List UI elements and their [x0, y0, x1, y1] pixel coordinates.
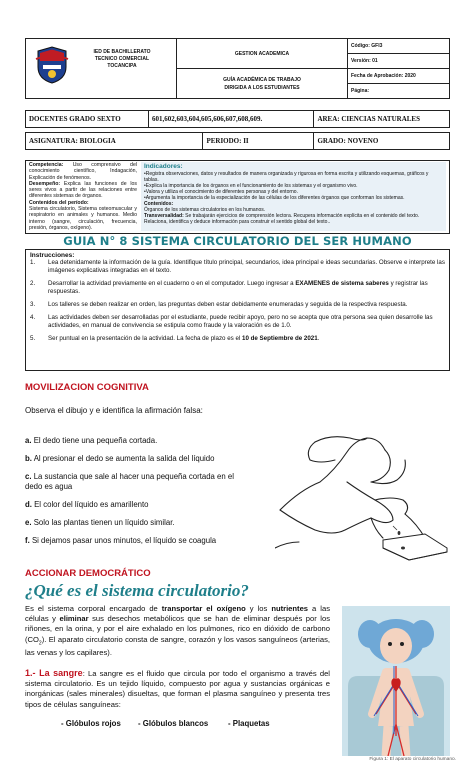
instruction-number: 1.: [30, 259, 36, 267]
page-cell: [348, 84, 450, 99]
transversal-text: Se trabajarán ejercicios de comprensión lectora. Recupera información explícita en el contenido del texto. Relaciona, identifica y deduce información para construir el sentido global del texto..: [144, 213, 420, 225]
contenidos-periodo-text: Sistema circulatorio, Sistema osteomuscular y respiratorio en animales y humanos. Medio interno (sangre, circulación, frecuencia, presión, órganos, oxígeno).: [29, 206, 137, 231]
option-text: Si dejamos pasar unos minutos, el líquido se coagula: [31, 536, 217, 545]
co2-subscript: 2: [38, 640, 42, 647]
competencia-label: Competencia:: [29, 162, 64, 168]
option-letter: f.: [25, 536, 30, 545]
area-label: AREA: CIENCIAS NATURALES: [317, 115, 420, 123]
option-b: [25, 454, 275, 464]
option-a: [25, 436, 275, 446]
paragraph-bold: eliminar: [59, 614, 89, 624]
page-label: Página:: [351, 88, 370, 94]
competence-column: [29, 162, 137, 231]
approval-cell: [348, 69, 450, 84]
doc-title-cell: [177, 69, 348, 99]
paragraph-text: Es el sistema corporal encargado de: [25, 604, 162, 613]
contenidos-label: Contenidos:: [144, 201, 174, 207]
option-letter: e.: [25, 518, 32, 527]
sangre-label: 1.- La sangre: [25, 668, 83, 678]
option-text: Solo las plantas tienen un líquido similar.: [33, 518, 175, 527]
groups-cell: [149, 111, 314, 128]
mobilization-title: MOVILIZACION COGNITIVA: [25, 382, 149, 393]
option-text: La sustancia que sale al hacer una pequeña cortada en el dedo es agua: [25, 472, 234, 491]
contenidos-periodo-label: Contenidos del período:: [29, 199, 89, 206]
paragraph-text: y los: [245, 604, 272, 613]
school-name-line2: TECNICO COMERCIAL: [94, 56, 150, 62]
guide-title: GUIA N° 8 SISTEMA CIRCULATORIO DEL SER HUMANO: [63, 234, 412, 248]
instruction-item: [30, 301, 445, 308]
paragraph-bold: transportar el oxígeno: [161, 604, 246, 613]
sangre-paragraph: [25, 668, 330, 710]
doc-version: Versión: 01: [351, 58, 378, 64]
teachers-label: DOCENTES GRADO SEXTO: [29, 115, 121, 123]
instruction-text: Las actividades deben ser desarrolladas por el estudiante, puede recibir apoyo, pero no se acepta que otra persona sea quien desarrolle las actividades, en manual de convivencia se estipula como fraude y la valoración es de 1.0.: [48, 314, 433, 329]
option-f: [25, 536, 275, 546]
period-cell: [203, 133, 314, 150]
paragraph-text: sus desechos metabólicos que se han de eliminar después por los riñones, en la orina, y por el aire exhalado en los pulmones, rico en dióxido de carbono (CO: [25, 614, 330, 644]
option-text: El color del líquido es amarillento: [34, 500, 149, 509]
examenes-link-text: EXAMENES de sistema saberes: [295, 280, 389, 288]
indicator-item: •Valora y utiliza el conocimiento de diferentes personas y del entorno.: [144, 189, 298, 195]
indicator-item: •Registra observaciones, datos y resultados de manera organizada y rigurosa en forma escrita y utilizando esquemas, gráficos y tablas.: [144, 171, 429, 183]
mobilization-prompt: Observa el dibujo y e identifica la afirmación falsa:: [25, 406, 203, 415]
transversal-label: Transversalidad:: [144, 213, 184, 219]
option-text: Al presionar el dedo se aumenta la salida del líquido: [33, 454, 215, 463]
school-name-line3: TOCANCIPA: [107, 63, 137, 69]
subject-cell: [26, 133, 203, 150]
instruction-number: 5.: [30, 335, 36, 343]
option-text: El dedo tiene una pequeña cortada.: [33, 436, 158, 445]
instruction-text: [48, 280, 445, 295]
paragraph-text: ). El aparato circulatorio consta de sangre, corazón y los vasos sanguíneos (arterias, las venas y los capilares).: [25, 634, 330, 658]
instruction-item: [30, 314, 445, 329]
option-letter: b.: [25, 454, 32, 463]
subject-label: ASIGNATURA: BIOLOGIA: [29, 137, 116, 145]
circulatory-paragraph: [25, 604, 330, 659]
contenidos-text: Órganos de los sistemas circulatorios en los humanos.: [144, 207, 266, 213]
instruction-text-end: .: [317, 335, 320, 343]
option-letter: c.: [25, 472, 32, 481]
finger-cut-illustration: [275, 430, 460, 575]
teachers-cell: [26, 111, 149, 128]
indicator-item: •Explica la importancia de los órganos en el funcionamiento de los sistemas y el organismo vivo.: [144, 183, 358, 189]
school-name-line1: IED DE BACHILLERATO: [93, 49, 151, 55]
sangre-text: : La sangre es el fluido que circula por todo el organismo a través del sistema circulatorio. Es un tejido líquido, compuesto por agua y sustancias orgánicas e inorgánicas (sales minerales) disueltas, que forman el plasma sanguíneo y presenta tres tipos de células sanguíneas:: [25, 669, 330, 709]
period-label: PERIODO: II: [206, 137, 249, 145]
instruction-text-start: Desarrollar la actividad previamente en el cuaderno o en el computador. Luego ingresar a: [48, 280, 296, 288]
circulatory-question: ¿Qué es el sistema circulatorio?: [25, 581, 249, 600]
accion-title: ACCIONAR DEMOCRÁTICO: [25, 568, 151, 579]
figure-caption: Figura 1: El aparato circulatorio humano.: [369, 757, 456, 762]
cell-type-red: - Glóbulos rojos: [61, 719, 121, 728]
info-table: [25, 110, 450, 150]
grade-cell: [314, 133, 450, 150]
instruction-text: [48, 335, 319, 342]
instruction-number: 3.: [30, 301, 36, 309]
instruction-text-end: y registrar las respuestas.: [48, 280, 428, 295]
paragraph-text: a las células y: [25, 604, 330, 624]
desempeno-label: Desempeño:: [29, 180, 61, 187]
school-cell: [26, 39, 177, 99]
management-label: GESTION ACADEMICA: [234, 50, 290, 57]
option-c: [25, 472, 243, 492]
circulatory-system-illustration: [342, 606, 450, 756]
indicators-title: Indicadores:: [144, 163, 183, 170]
header-table: [25, 38, 450, 99]
instruction-number: 4.: [30, 314, 36, 322]
paragraph-bold: nutrientes: [271, 604, 309, 613]
version-cell: [348, 54, 450, 69]
doc-title-line2: DIRIGIDA A LOS ESTUDIANTES: [224, 84, 300, 91]
doc-title-line1: GUÍA ACADÉMICA DE TRABAJO: [223, 76, 301, 83]
code-cell: [348, 39, 450, 54]
approval-date: Fecha de Aprobación: 2020: [351, 73, 416, 79]
doc-code: Código: GFI3: [351, 43, 383, 49]
deadline-date: 10 de Septiembre de 2021: [242, 335, 318, 343]
desempeno-text: Explica las funciones de los seres vivos a partir de las relaciones entre diferentes sistemas de órganos.: [29, 180, 137, 200]
area-cell: [314, 111, 450, 128]
option-d: [25, 500, 275, 510]
cell-type-white: - Glóbulos blancos: [138, 719, 209, 728]
instruction-text-start: Ser puntual en la presentación de la actividad. La fecha de plazo es el: [48, 335, 243, 343]
options-list: [25, 436, 275, 546]
instruction-text: Lea detenidamente la información de la guía. Identifique título principal, secundarios, idea principal e ideas secundarias. Observe e interprete las imágenes explicativas integradas en el texto.: [48, 259, 445, 274]
cell-type-platelets: - Plaquetas: [228, 719, 270, 728]
instruction-item: [30, 280, 445, 295]
option-e: [25, 518, 275, 528]
indicators-panel: [141, 162, 446, 231]
indicator-item: •Argumenta la importancia de la especialización de las células de los diferentes órganos que conforman los sistemas.: [144, 195, 405, 201]
school-crest-icon: [34, 45, 70, 85]
instruction-item: [30, 259, 445, 274]
option-letter: a.: [25, 436, 32, 445]
instruction-number: 2.: [30, 280, 36, 288]
management-cell: [177, 39, 348, 69]
competencia-text: Uso comprensivo del conocimiento científico, Indagación, Explicación de fenómenos.: [29, 162, 137, 181]
groups-value: 601,602,603,604,605,606,607,608,609.: [152, 115, 263, 123]
grade-label: GRADO: NOVENO: [317, 137, 379, 145]
option-letter: d.: [25, 500, 32, 509]
instruction-item: [30, 335, 445, 342]
instruction-text: Los talleres se deben realizar en orden, las preguntas deben estar debidamente enumeradas y seguida de la respectiva respuesta.: [48, 301, 408, 309]
instructions-box: [25, 249, 450, 371]
instructions-title: Instrucciones:: [30, 252, 75, 259]
